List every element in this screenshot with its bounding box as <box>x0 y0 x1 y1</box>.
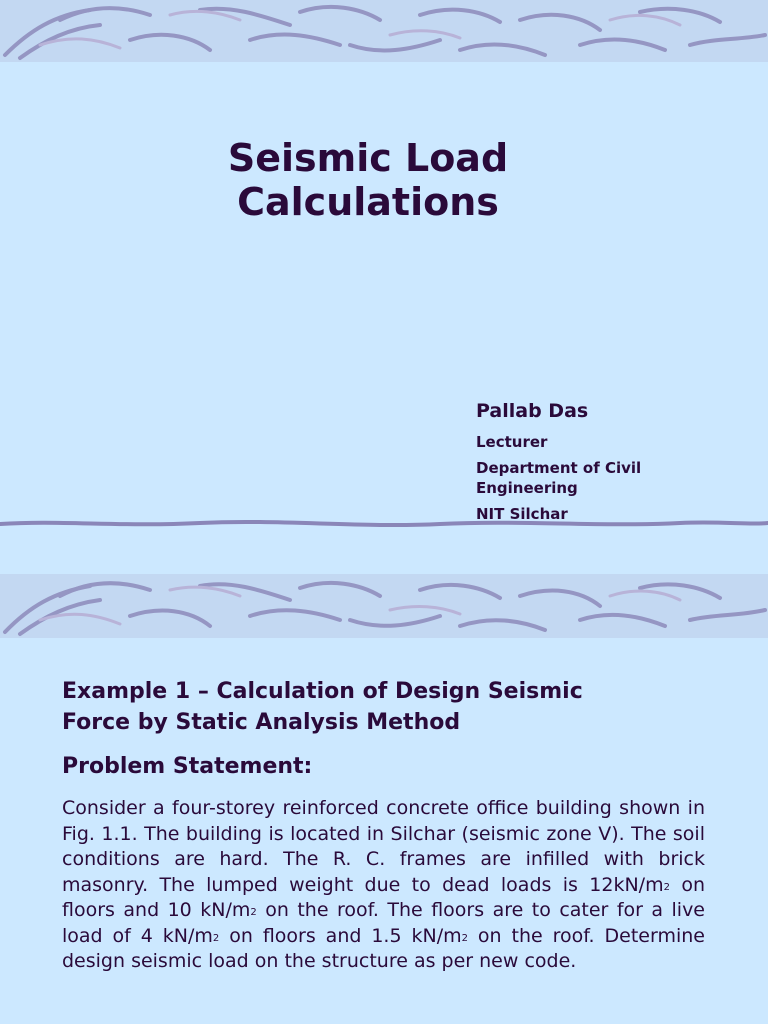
problem-statement-text <box>62 796 705 975</box>
title-line-1: Seismic Load <box>227 136 509 180</box>
title-line-2: Calculations <box>237 180 499 224</box>
problem-text-part-4: on floors and 1.5 kN/m <box>219 924 462 947</box>
decorative-divider-line <box>0 518 768 532</box>
example-heading-line-2: Force by Static Analysis Method <box>62 710 461 735</box>
problem-text-part-3: on the roof. The floors are to cater for a live load of 4 kN/m <box>62 899 705 947</box>
presentation-title <box>140 136 596 224</box>
superscript-2: 2 <box>212 932 220 944</box>
author-department <box>476 458 756 498</box>
decorative-swirl-band-bottom-slide <box>0 574 768 638</box>
author-dept-line-2: Engineering <box>476 479 578 497</box>
superscript-2: 2 <box>250 907 257 918</box>
author-role: Lecturer <box>476 433 548 451</box>
example-heading <box>62 676 712 738</box>
problem-text-part-5: on the roof. Determine design seismic load on the structure as per new code. <box>62 924 705 972</box>
problem-slide <box>0 574 768 1024</box>
author-name: Pallab Das <box>476 400 589 422</box>
author-dept-line-1: Department of Civil <box>476 459 642 477</box>
example-heading-line-1: Example 1 – Calculation of Design Seismic <box>62 679 583 704</box>
problem-text-part-2: on floors and 10 kN/m <box>62 873 705 921</box>
superscript-2: 2 <box>663 881 670 893</box>
superscript-2: 2 <box>461 932 468 944</box>
decorative-swirl-band-top <box>0 0 768 62</box>
problem-statement-heading: Problem Statement: <box>62 754 313 779</box>
author-block <box>476 400 756 530</box>
author-institute: NIT Silchar <box>476 505 568 523</box>
problem-text-part-1: Consider a four-storey reinforced concrete office building shown in Fig. 1.1. The building is located in Silchar (seismic zone V). The soil conditions are hard. The R. C. frames are infilled with brick masonry. The lumped weight due to dead loads is 12kN/m <box>62 797 705 896</box>
